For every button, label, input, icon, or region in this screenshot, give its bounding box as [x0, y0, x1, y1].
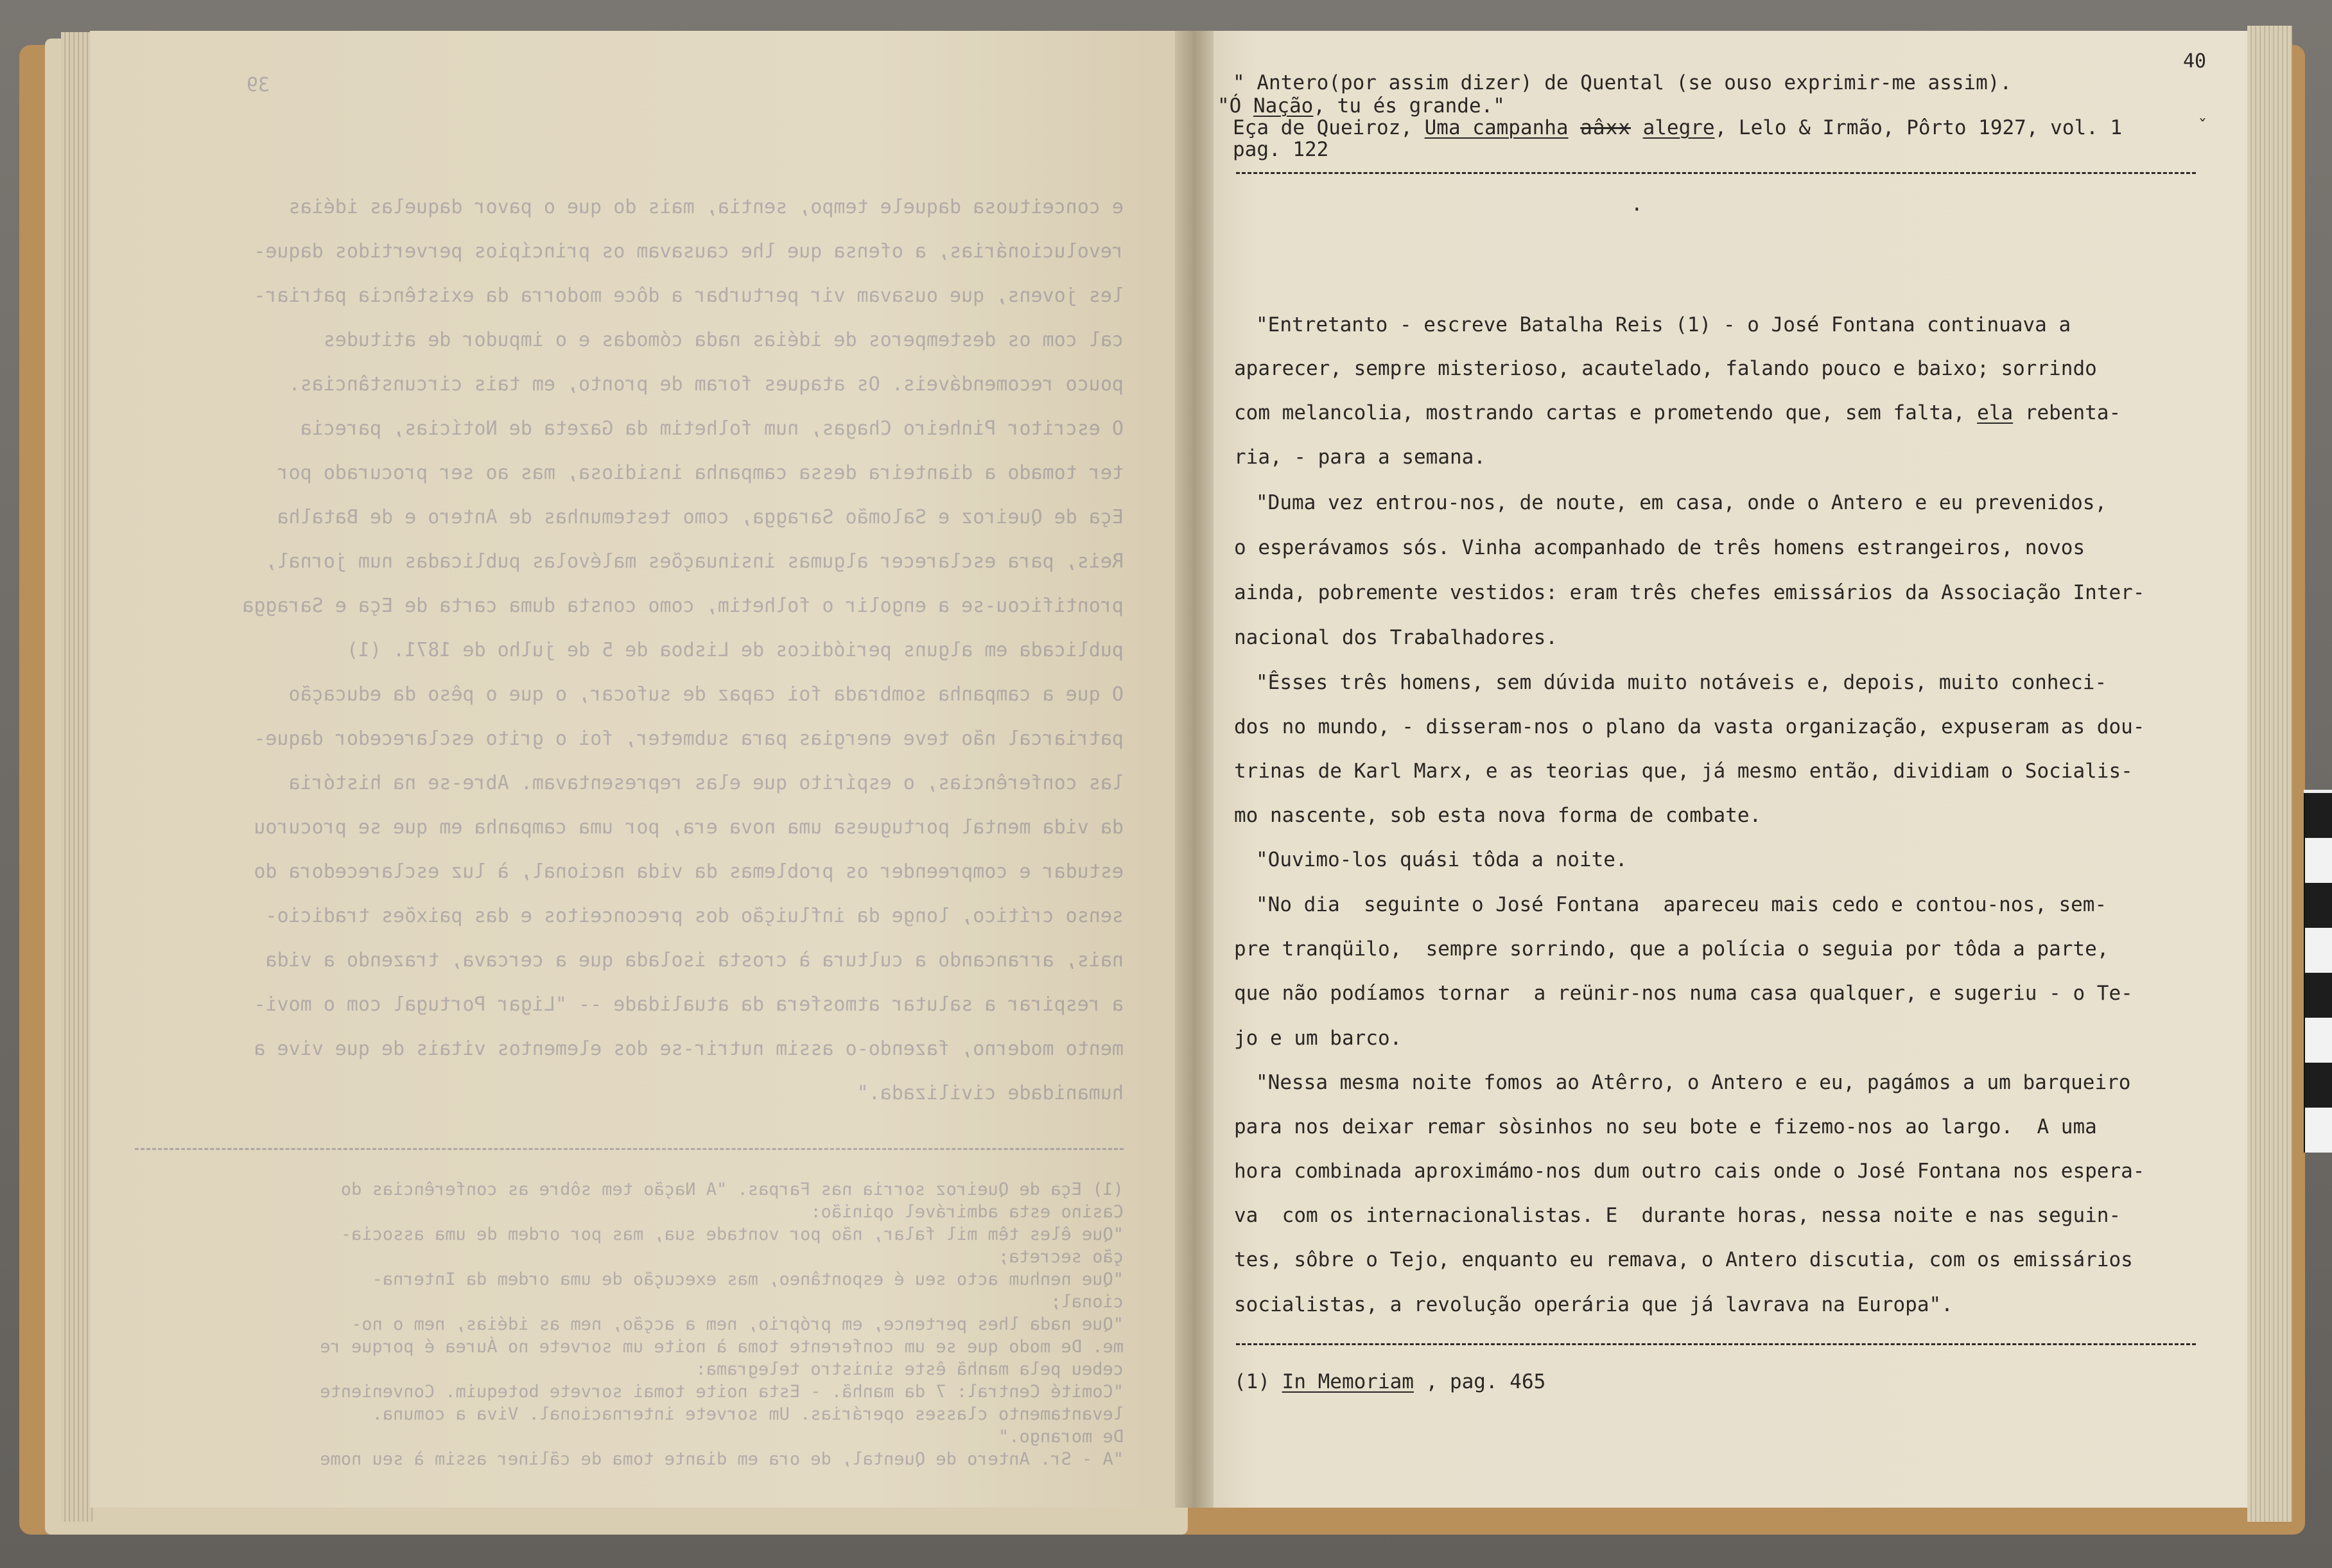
body-line: hora combinada aproximámo-nos dum outro cais onde o José Fontana nos espera-	[1234, 1160, 2145, 1183]
bleed-line: patriarcal não teve energias para submeter, foi o grito esclarecedor daque-	[254, 727, 1124, 750]
body-line: "No dia seguinte o José Fontana apareceu mais cedo e contou-nos, sem-	[1256, 893, 2107, 916]
body-line: aparecer, sempre misterioso, acautelado, falando pouco e baixo; sorrindo	[1234, 357, 2097, 380]
bleed-line: e conceituosa daquele tempo, sentia, mais do que o pavor daquelas idéias	[288, 196, 1124, 218]
bleed-line: O escritor Pinheiro Chagas, num folhetim da Gazeta de Notícias, parecia	[300, 417, 1124, 440]
bleed-line: estudar e compreender os problemas da vida nacional, à luz esclarecedora do	[254, 860, 1124, 883]
body-line: para nos deixar remar sòsinhos no seu bote e fizemo-nos ao largo. A uma	[1234, 1115, 2097, 1138]
page-number: 40	[2183, 50, 2207, 73]
bleed-footnote-line: De morango."	[998, 1427, 1124, 1447]
body-line: va com os internacionalistas. E durante horas, nessa noite e nas seguin-	[1234, 1204, 2121, 1227]
bleed-footnote-line: "Que nada lhes pertence, em próprio, nem a acção, nem as idéias, nem o no-	[351, 1314, 1124, 1334]
bleed-line: a respirar a salutar atmosfera da atualidade -- "Ligar Portugal com o movi-	[254, 993, 1124, 1016]
header-separator	[1236, 172, 2196, 174]
footnote-page: , pag. 465	[1413, 1370, 1546, 1393]
body-line: socialistas, a revolução operária que já lavrava na Europa".	[1234, 1293, 1953, 1316]
body-line: "Ouvimo-los quási tôda a noite.	[1256, 848, 1628, 871]
bleed-page-number: 39	[246, 74, 270, 96]
bleed-line: mento moderno, fazendo-o assim nutrir-se dos elementos vitais de que vive a	[254, 1038, 1124, 1060]
bleed-footnote-line: cebeu pela manhã êste sinistro telegrama:	[695, 1359, 1124, 1379]
body-line: "Êsses três homens, sem dúvida muito notáveis e, depois, muito conheci-	[1256, 671, 2107, 694]
bleed-footnote-line: ção secreta;	[998, 1247, 1124, 1267]
citation-page: pag. 122	[1233, 138, 1329, 161]
bleed-line: ter tomado a dianteira dessa campanha insidiosa, mas ao ser procurado por	[277, 462, 1124, 484]
bleed-line: revolucionárias, a ofensa que lhe causavam os princípios pervertidos daque-	[254, 240, 1124, 263]
footnote	[1234, 1370, 1545, 1393]
body-line: nacional dos Trabalhadores.	[1234, 626, 1558, 649]
bleed-footnote-line: "Que êles têm mil falar, não por vontade sua, mas por ordem de uma associa-	[340, 1224, 1124, 1244]
handwritten-correction-mark: ˇ	[2197, 116, 2208, 137]
body-underlined-ela: ela	[1977, 401, 2014, 424]
body-line: o esperávamos sós. Vinha acompanhado de três homens estrangeiros, novos	[1234, 536, 2085, 559]
bleed-footnote-line: "Comité Central: 7 da manhã. - Esta noite tomai sorvete botequim. Conveniente	[320, 1382, 1124, 1402]
bleed-footnote-line: Casino esta admirável opinião:	[810, 1202, 1124, 1222]
bleed-line: cal com os destemperos de idéias nada cómodas e o impudor de atitudes	[323, 329, 1124, 351]
bleed-line: O que a campanha sombrada foi capaz de sufocar, o que o pêso da educação	[288, 683, 1124, 706]
bleed-separator	[135, 1148, 1124, 1150]
body-line-part: rebenta-	[2013, 401, 2121, 424]
bleed-line: les jovens, que ousavam vir perturbar a dôce modorra da existência patriar-	[254, 284, 1124, 307]
epigraph-quote-open: "Ó	[1217, 94, 1253, 118]
bleed-footnote-line: "Que nenhum acto seu é espontâneo, mas execução de uma ordem da Interna-	[372, 1269, 1124, 1289]
right-page-edges	[2247, 26, 2292, 1522]
bleed-footnote-line: levantamento classes operárias. Um sorvete internacional. Viva a comuna.	[372, 1404, 1124, 1424]
body-line	[1234, 401, 2121, 424]
body-line: "Entretanto - escreve Batalha Reis (1) - o José Fontana continuava a	[1256, 313, 2071, 336]
citation-publisher: , Lelo & Irmão, Pôrto 1927, vol. 1	[1714, 116, 2123, 139]
citation-title-a: Uma campanha	[1424, 116, 1569, 139]
margin-mark: .	[1631, 193, 1643, 216]
bleed-line: Eça de Queiroz e Salomão Saragga, como testemunhas de Antero e de Batalha	[277, 506, 1124, 528]
epigraph-line-1: " Antero(por assim dizer) de Quental (se ouso exprimir-me assim).	[1233, 71, 2012, 94]
color-scale-bar	[2304, 793, 2332, 1153]
bleed-footnote-line: "A - Sr. Antero de Quental, de ora em diante toma de cãliner assim à seu nome	[320, 1449, 1124, 1469]
body-line: "Nessa mesma noite fomos ao Atêrro, o Antero e eu, pagámos a um barqueiro	[1256, 1071, 2131, 1094]
footnote-title: In Memoriam	[1282, 1370, 1414, 1393]
body-line: jo e um barco.	[1234, 1027, 1402, 1050]
body-line: mo nascente, sob esta nova forma de combate.	[1234, 804, 1762, 827]
bleed-footnote-line: me. De modo que se um conferente toma à noite um sorvete no Áurea é porque re	[320, 1337, 1124, 1357]
citation-line	[1233, 117, 2122, 139]
bleed-line: las conferências, o espírito que elas representavam. Abre-se na história	[288, 772, 1124, 794]
body-line: que não podíamos tornar a reünir-nos numa casa qualquer, e sugeriu - o Te-	[1234, 982, 2133, 1005]
body-line: pre tranqüilo, sempre sorrindo, que a polícia o seguia por tôda a parte,	[1234, 937, 2109, 961]
bleed-line: Reis, para esclarecer algumas insinuações malévolas publicadas num jornal,	[265, 550, 1124, 573]
bleed-footnote-line: cional;	[1050, 1292, 1124, 1312]
body-line: dos no mundo, - disseram-nos o plano da vasta organização, expuseram as dou-	[1234, 715, 2145, 738]
epigraph-rest: , tu és grande."	[1313, 94, 1505, 118]
footnote-marker: (1)	[1234, 1370, 1282, 1393]
body-line: trinas de Karl Marx, e as teorias que, já mesmo então, dividiam o Socialis-	[1234, 760, 2133, 783]
left-page-edges	[61, 32, 93, 1522]
bleed-line: humanidade civilizada."	[857, 1082, 1124, 1104]
body-line-part: com melancolia, mostrando cartas e prometendo que, sem falta,	[1234, 401, 1978, 424]
bleed-line: publicada em alguns periódicos de Lisboa de 5 de julho de 1871. (1)	[346, 639, 1124, 661]
epigraph-nacao: Nação	[1253, 94, 1314, 118]
body-line: "Duma vez entrou-nos, de noute, em casa, onde o Antero e eu prevenidos,	[1256, 491, 2107, 514]
body-line: ria, - para a semana.	[1234, 446, 1486, 469]
citation-struck-text: aâxx	[1580, 116, 1631, 139]
footnote-separator	[1236, 1343, 2196, 1345]
epigraph-line-2	[1217, 95, 1505, 117]
bleed-footnote-line: (1) Eça de Queiroz sorria nas Farpas. "A Nação tem sôbre as conferências do	[340, 1180, 1124, 1199]
left-page-bleed-through	[90, 31, 1201, 1508]
bleed-line: prontificou-se a engolir o folhetim, como consta duma carta de Eça e Saragga	[242, 595, 1124, 617]
citation-title-b: alegre	[1642, 116, 1715, 139]
body-line: tes, sôbre o Tejo, enquanto eu remava, o Antero discutia, com os emissários	[1234, 1248, 2133, 1271]
citation-author: Eça de Queiroz,	[1233, 116, 1425, 139]
bleed-line: da vida mental portuguesa uma nova era, por uma campanha em que se procurou	[254, 816, 1124, 839]
bleed-line: nais, arrancando a cultura à crosta isolada que a cercava, trazendo a vida	[265, 949, 1124, 971]
bleed-line: senso crítico, longe da influição dos preconceitos e das paixões tradicio-	[265, 905, 1124, 927]
bleed-line: pouco recomendáveis. Os ataques foram de pronto, em tais circunstâncias.	[288, 373, 1124, 396]
body-line: ainda, pobremente vestidos: eram três chefes emissários da Associação Inter-	[1234, 581, 2145, 604]
